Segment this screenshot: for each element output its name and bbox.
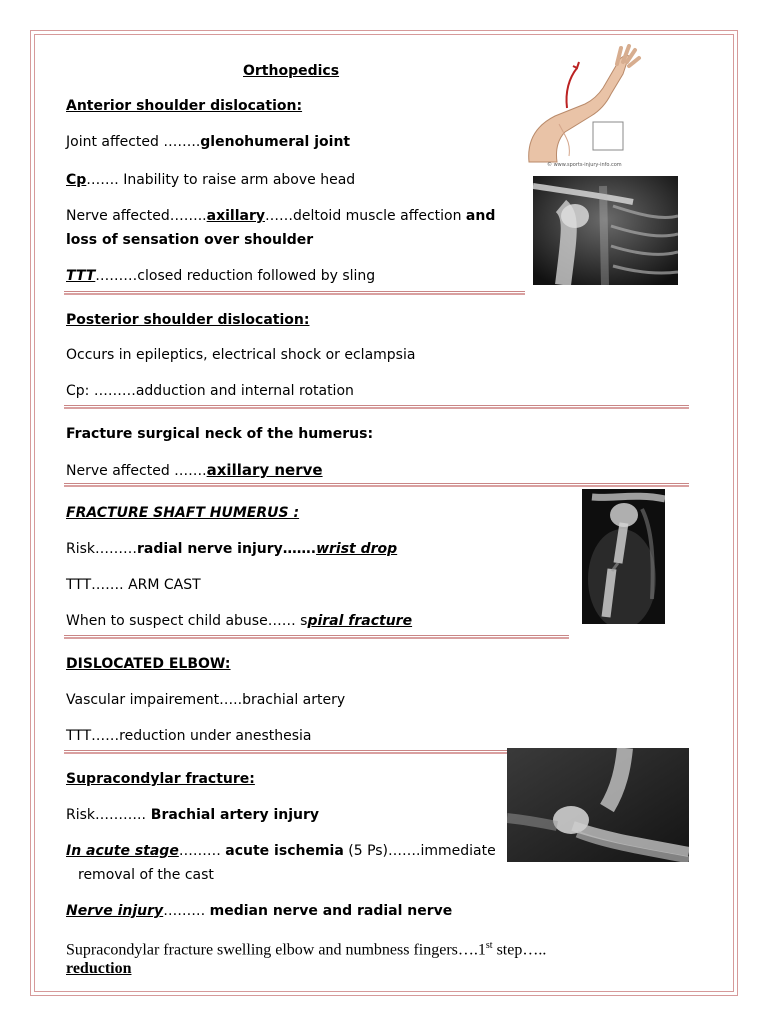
shaft-abuse-value: piral fracture (307, 613, 413, 629)
posterior-cp-text: ………adduction and internal rotation (93, 383, 354, 399)
humerus-shaft-xray-image (582, 489, 665, 624)
shoulder-arm-illustration (525, 44, 653, 172)
elbow-ttt: TTT……reduction under anesthesia (66, 728, 312, 744)
anterior-heading: Anterior shoulder dislocation: (66, 98, 303, 114)
anterior-joint-value: glenohumeral joint (200, 134, 351, 150)
supracondylar-risk-label: Risk……….. (66, 807, 146, 823)
first-step-reduction: reduction (66, 960, 132, 977)
supracondylar-nerve-line (66, 902, 452, 920)
supracondylar-heading: Supracondylar fracture: (66, 771, 255, 787)
shaft-risk-line (66, 540, 397, 558)
posterior-occurs: Occurs in epileptics, electrical shock or eclampsia (66, 347, 416, 363)
supracondylar-acute-dots: ……… (178, 843, 226, 859)
elbow-heading: DISLOCATED ELBOW: (66, 656, 231, 672)
surgical-neck-nerve-line (66, 461, 323, 480)
separator-4 (64, 635, 569, 639)
supracondylar-xray-image (507, 748, 689, 862)
supracondylar-acute-value: acute ischemia (225, 843, 344, 859)
anterior-nerve-value: axillary (206, 208, 265, 224)
anterior-nerve-and: and (465, 208, 496, 224)
anterior-joint-line (66, 133, 350, 151)
page-title: Orthopedics (243, 63, 340, 79)
anterior-joint-label: Joint affected …….. (66, 134, 201, 150)
posterior-cp-line (66, 382, 354, 400)
anterior-cp-line (66, 171, 355, 189)
shoulder-xray-drawing (533, 176, 678, 285)
supracondylar-risk-value: Brachial artery injury (145, 807, 320, 823)
surgical-neck-heading: Fracture surgical neck of the humerus: (66, 426, 374, 442)
anterior-nerve-line-2: loss of sensation over shoulder (66, 232, 314, 248)
anterior-nerve-label: Nerve affected…….. (66, 208, 207, 224)
shaft-risk-result: wrist drop (316, 541, 398, 557)
humerus-xray-drawing (582, 489, 665, 624)
anterior-cp-text: ……. Inability to raise arm above head (86, 172, 356, 188)
supracondylar-nerve-dots: ……… (163, 903, 210, 919)
first-step-text-a: Supracondylar fracture swelling elbow and numbness fingers….1 (66, 941, 486, 959)
anterior-nerve-line (66, 207, 495, 225)
anterior-cp-label: Cp (66, 172, 87, 188)
supracondylar-acute-line (66, 842, 496, 860)
elbow-vascular: Vascular impairement…..brachial artery (66, 692, 346, 708)
anterior-nerve-rest: ……deltoid muscle affection (264, 208, 466, 224)
anterior-ttt-text: ………closed reduction followed by sling (95, 268, 376, 284)
shaft-risk-value: radial nerve injury……. (137, 541, 317, 557)
supracondylar-acute-ps: (5 Ps)…….immediate (343, 843, 496, 859)
shoulder-xray-image (533, 176, 678, 285)
supracondylar-acute-cont: removal of the cast (78, 867, 214, 883)
elbow-xray-drawing (507, 748, 689, 862)
supracondylar-risk-line (66, 806, 319, 824)
separator-2 (64, 405, 689, 409)
first-step-text-b: step….. (492, 941, 547, 959)
anterior-ttt-label: TTT (66, 268, 96, 284)
anterior-ttt-line (66, 267, 375, 285)
posterior-heading: Posterior shoulder dislocation: (66, 312, 310, 328)
supracondylar-first-step-line (66, 936, 546, 960)
supracondylar-nerve-value: median nerve and radial nerve (209, 903, 453, 919)
surgical-neck-nerve-label: Nerve affected ……. (66, 463, 207, 479)
supracondylar-acute-label: In acute stage (66, 843, 179, 859)
arm-drawing (525, 44, 653, 172)
supracondylar-nerve-label: Nerve injury (66, 903, 164, 919)
posterior-cp-label: Cp: (66, 383, 94, 399)
shaft-abuse-line (66, 612, 412, 630)
shaft-ttt: TTT……. ARM CAST (66, 577, 201, 593)
arm-image-caption: © www.sports-injury-info.com (547, 162, 622, 168)
shaft-heading: FRACTURE SHAFT HUMERUS : (66, 505, 300, 521)
first-step-sup: st (485, 940, 493, 951)
shaft-abuse-label: When to suspect child abuse…… s (66, 613, 308, 629)
separator-3 (64, 483, 689, 487)
surgical-neck-nerve-value: axillary nerve (206, 461, 323, 479)
shaft-risk-label: Risk……… (66, 541, 138, 557)
separator-1 (64, 291, 525, 295)
